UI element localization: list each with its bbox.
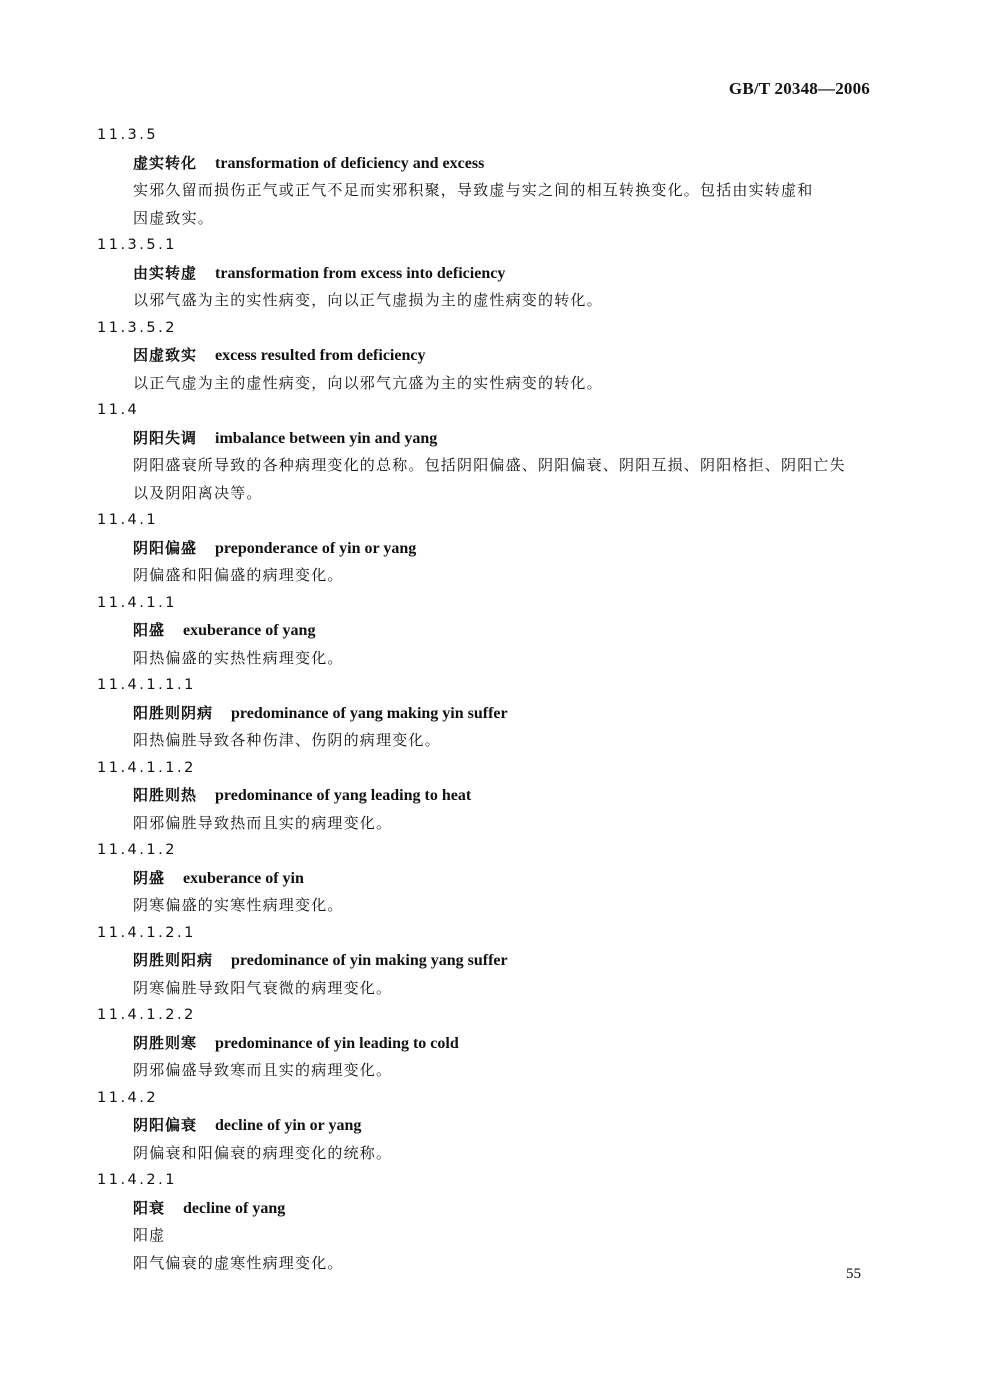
entry-term [97,535,887,563]
term-chinese: 阳胜则热 [133,786,198,804]
definition-line: 阴偏盛和阳偏盛的病理变化。 [133,566,344,584]
term-english: transformation from excess into deficiency [215,264,506,282]
entry-term [97,1195,887,1223]
term-entry [97,232,887,315]
term-english: predominance of yin making yang suffer [231,952,508,969]
term-english: decline of yin or yang [215,1117,362,1134]
definition-line: 因虚致实。 [133,208,215,227]
term-entry [97,755,887,838]
page-number: 55 [846,1266,861,1282]
term-synonym: 阳虚 [133,1226,166,1244]
term-chinese: 因虚致实 [133,346,198,364]
definition-line: 阴邪偏盛导致寒而且实的病理变化。 [133,1061,393,1079]
definition-line: 以及阴阳离决等。 [133,483,263,502]
term-entry [97,1085,887,1168]
term-english: imbalance between yin and yang [215,429,438,447]
entry-term [97,700,887,728]
term-chinese: 阴阳偏衰 [133,1116,198,1134]
entry-number: 11.4.1.2.2 [97,1007,196,1023]
entry-number: 11.4.1 [97,512,159,528]
term-chinese: 阴胜则寒 [133,1033,198,1052]
definition-line: 实邪久留而损伤正气或正气不足而实邪积聚，导致虚与实之间的相互转换变化。包括由实转虚和 [133,181,814,199]
term-english: predominance of yang leading to heat [215,787,472,804]
entry-number: 11.4.2.1 [97,1172,177,1188]
entry-term [97,260,887,288]
entry-number: 11.3.5 [97,127,159,143]
term-chinese: 阳胜则阴病 [133,703,214,722]
entry-term [97,150,887,178]
definition-line: 阳气偏衰的虚寒性病理变化。 [133,1253,344,1272]
entry-term [97,1030,887,1058]
term-chinese: 阴阳偏盛 [133,538,198,557]
entry-term [97,425,887,453]
term-chinese: 阴阳失调 [133,428,198,447]
entry-term [97,1112,887,1140]
definition-line: 阴偏衰和阳偏衰的病理变化的统称。 [133,1143,393,1162]
term-entry [97,672,887,755]
term-chinese: 阴盛 [133,868,166,887]
entry-term [97,865,887,893]
term-english: preponderance of yin or yang [215,539,417,557]
entry-term [97,782,887,810]
term-entry [97,315,887,398]
definition-line: 阳邪偏胜导致热而且实的病理变化。 [133,813,393,832]
entry-number: 11.4.2 [97,1089,159,1106]
term-chinese: 阳盛 [133,621,166,639]
term-chinese: 由实转虚 [133,263,198,282]
entry-term [97,342,887,370]
term-english: exuberance of yang [183,622,316,639]
entry-number: 11.4.1.1.1 [97,677,196,693]
document-body [97,122,887,1277]
entry-number: 11.3.5.1 [97,237,177,253]
definition-line: 阳热偏盛的实热性病理变化。 [133,648,344,667]
term-english: transformation of deficiency and excess [215,154,485,172]
definition-line: 阳热偏胜导致各种伤津、伤阴的病理变化。 [133,731,441,749]
entry-number: 11.4.1.1.2 [97,759,196,776]
term-entry [97,507,887,590]
term-entry [97,1002,887,1085]
definition-line: 以邪气盛为主的实性病变，向以正气虚损为主的虚性病变的转化。 [133,291,603,309]
term-english: decline of yang [183,1199,286,1217]
term-entry [97,397,887,507]
definition-line: 以正气虚为主的虚性病变，向以邪气亢盛为主的实性病变的转化。 [133,373,603,392]
term-entry [97,122,887,232]
term-entry [97,837,887,920]
term-chinese: 阳衰 [133,1198,166,1217]
term-english: predominance of yang making yin suffer [231,704,508,722]
term-english: excess resulted from deficiency [215,347,426,364]
term-entry [97,920,887,1003]
entry-term [97,947,887,975]
entry-term [97,617,887,645]
definition-line: 阴寒偏胜导致阳气衰微的病理变化。 [133,978,393,997]
entry-number: 11.4.1.2.1 [97,924,196,941]
term-chinese: 虚实转化 [133,153,198,172]
standard-id: GB/T 20348—2006 [728,79,870,98]
entry-number: 11.4.1.1 [97,594,177,611]
term-chinese: 阴胜则阳病 [133,951,214,969]
definition-line: 阴寒偏盛的实寒性病理变化。 [133,896,344,914]
entry-number: 11.3.5.2 [97,319,177,336]
term-english: exuberance of yin [183,869,304,887]
entry-number: 11.4.1.2 [97,842,177,858]
term-entry [97,590,887,673]
term-english: predominance of yin leading to cold [215,1034,459,1052]
term-entry [97,1167,887,1277]
definition-line: 阴阳盛衰所导致的各种病理变化的总称。包括阴阳偏盛、阴阳偏衰、阴阳互损、阴阳格拒、阴阳亡失 [133,456,846,474]
entry-number: 11.4 [97,402,140,418]
